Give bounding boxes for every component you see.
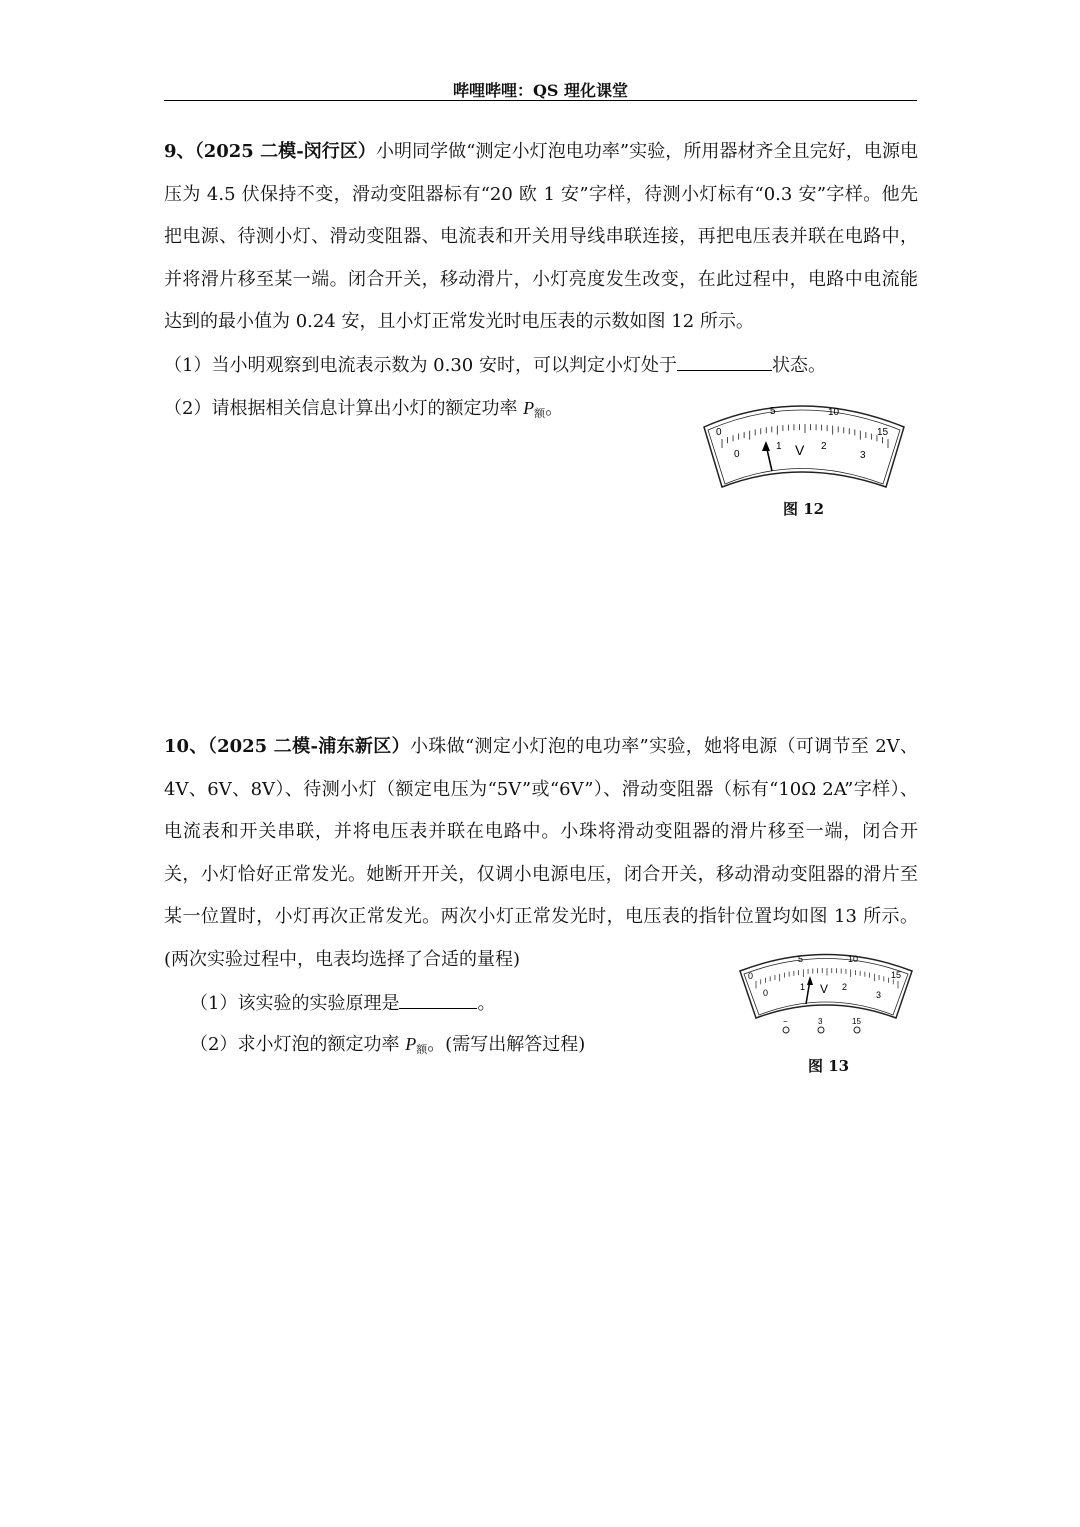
question-10-part-1: （1）该实验的实验原理是 。 [190, 990, 495, 1016]
scale-lower-3: 3 [860, 450, 866, 461]
scale-lower-2: 2 [821, 441, 827, 452]
unit-label: V [795, 442, 805, 458]
scale-upper-5: 5 [798, 954, 804, 964]
question-10 [164, 726, 918, 981]
voltmeter-figure-12 [700, 395, 910, 495]
figure-12-caption: 图 12 [783, 500, 825, 518]
answer-blank[interactable] [399, 990, 477, 1009]
question-9-part-1: （1）当小明观察到电流表示数为 0.30 安时，可以判定小灯处于 状态。 [164, 352, 826, 378]
terminal-3-label: 3 [818, 1017, 823, 1026]
question-9-number: 9、 [164, 141, 195, 162]
figure-13-caption: 图 13 [808, 1057, 850, 1075]
question-9-source: （2025 二模-闵行区） [194, 141, 376, 162]
terminal-negative-label: − [783, 1017, 788, 1026]
question-9-part-2: （2）请根据相关信息计算出小灯的额定功率 $P_额$。 [164, 398, 564, 420]
terminal-15-label: 15 [852, 1017, 861, 1026]
scale-lower-1: 1 [800, 982, 806, 992]
scale-lower-0: 0 [734, 449, 740, 460]
scale-lower-0: 0 [763, 988, 769, 998]
scale-upper-10: 10 [828, 407, 840, 418]
scale-upper-0: 0 [716, 427, 722, 438]
question-10-body: 小珠做“测定小灯泡的电功率”实验，她将电源（可调节至 2V、4V、6V、8V）、待测小灯（额定电压为“5V”或“6V”）、滑动变阻器（标有“10Ω 2A”字样）、电流表和开关串联，并将电压表并联在电路中。小珠将滑动变阻器的滑片移至一端，闭合开关，小灯恰好正常发光。她断开开关，仅调小电源电压，闭合开关，移动滑动变阻器的滑片至某一位置时，小灯再次正常发光。两次小灯正常发光时，电压表的指针位置均如图 13 所示。(两次实验过程中，电表均选择了合适的量程) [164, 736, 918, 970]
scale-lower-1: 1 [776, 441, 782, 452]
answer-blank[interactable] [677, 352, 772, 371]
scale-upper-10: 10 [848, 954, 859, 964]
voltmeter-figure-13 [736, 946, 916, 1046]
question-9-body: 小明同学做“测定小灯泡电功率”实验，所用器材齐全且完好，电源电压为 4.5 伏保持不变，滑动变阻器标有“20 欧 1 安”字样，待测小灯标有“0.3 安”字样。他先把电源、待测小灯、滑动变阻器、电流表和开关用导线串联连接，再把电压表并联在电路中，并将滑片移至某一端。闭合开关，移动滑片，小灯亮度发生改变，在此过程中，电路中电流能达到的最小值为 0.24 安，且小灯正常发光时电压表的示数如图 12 所示。 [164, 141, 918, 332]
scale-upper-5: 5 [770, 406, 776, 417]
header-divider [164, 100, 917, 101]
terminal-15 [854, 1027, 860, 1033]
terminal-3 [818, 1027, 824, 1033]
question-9 [164, 131, 918, 344]
question-10-number: 10、 [164, 736, 208, 757]
scale-lower-2: 2 [842, 982, 848, 992]
scale-upper-0: 0 [748, 971, 754, 981]
scale-upper-15: 15 [891, 970, 902, 980]
unit-label: V [820, 982, 829, 996]
page-header: 哔哩哔哩：QS 理化课堂 [452, 81, 629, 100]
question-10-source: （2025 二模-浦东新区） [207, 736, 410, 757]
scale-upper-15: 15 [877, 427, 889, 438]
terminal-negative [783, 1027, 789, 1033]
scale-lower-3: 3 [876, 990, 882, 1000]
question-10-part-2: （2）求小灯泡的额定功率 $P_额$。(需写出解答过程) [190, 1034, 586, 1056]
